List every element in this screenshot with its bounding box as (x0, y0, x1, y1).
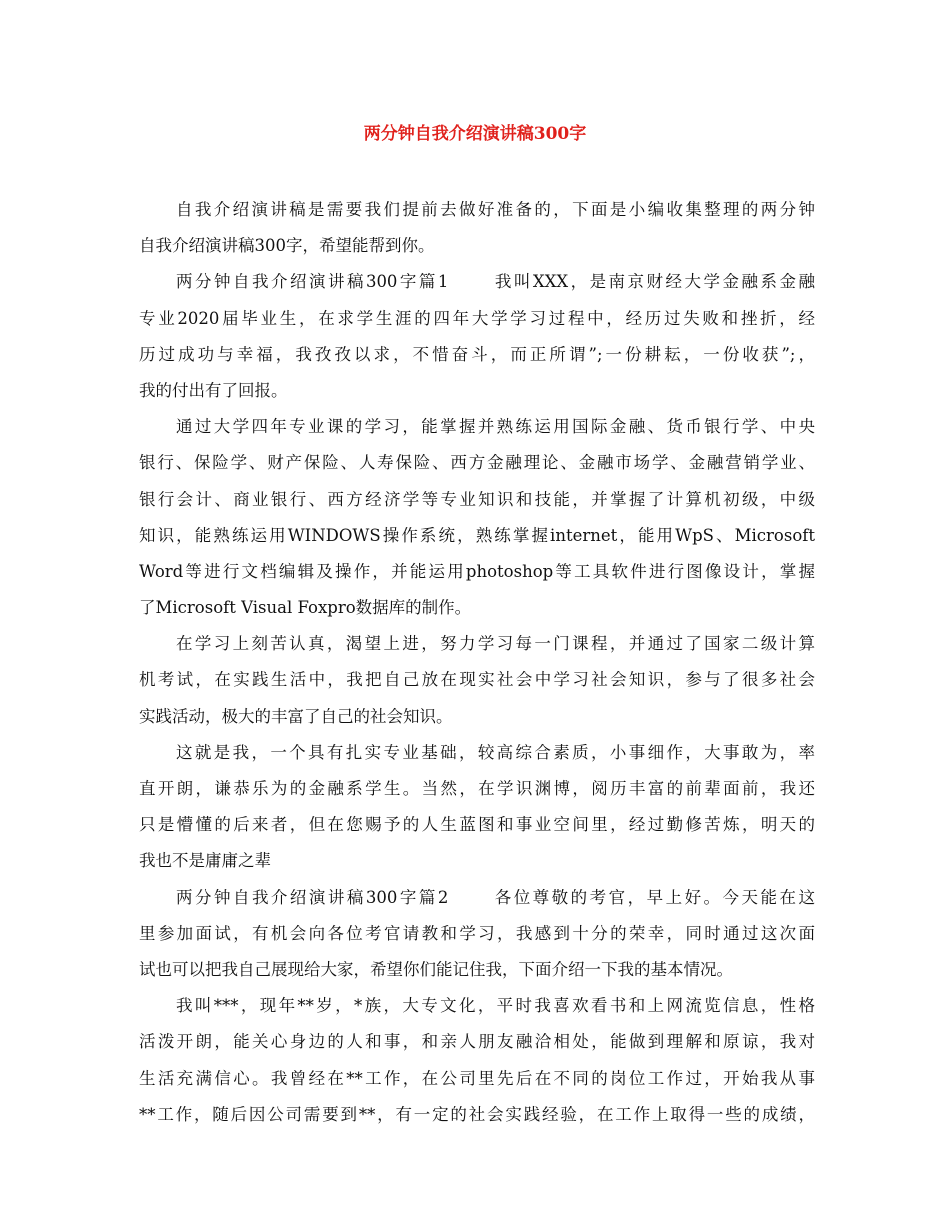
text-line: 知识，能熟练运用WINDOWS操作系统，熟练掌握internet，能用WpS、Microsoft (139, 525, 815, 545)
text-line: **工作，随后因公司需要到**，有一定的社会实践经验，在工作上取得一些的成绩， (139, 1104, 815, 1124)
text-line: 历过成功与幸福，我孜孜以求，不惜奋斗，而正所谓”;一份耕耘，一份收获”;， (139, 344, 815, 364)
text-line: 银行、保险学、财产保险、人寿保险、西方金融理论、金融市场学、金融营销学业、 (139, 453, 815, 473)
text-line: 机考试，在实践生活中，我把自己放在现实社会中学习社会知识，参与了很多社会 (139, 670, 815, 690)
text-line: 生活充满信心。我曾经在**工作，在公司里先后在不同的岗位工作过，开始我从事 (139, 1068, 815, 1088)
text-line: 只是懵懂的后来者，但在您赐予的人生蓝图和事业空间里，经过勤修苦炼，明天的 (139, 815, 815, 835)
text-line: 里参加面试，有机会向各位考官请教和学习，我感到十分的荣幸，同时通过这次面 (139, 923, 815, 943)
document-title: 两分钟自我介绍演讲稿300字 (363, 124, 587, 144)
text-line: 我的付出有了回报。 (139, 380, 288, 400)
text-line: 在学习上刻苦认真，渴望上进，努力学习每一门课程，并通过了国家二级计算 (176, 634, 815, 654)
text-line: 自我介绍演讲稿是需要我们提前去做好准备的，下面是小编收集整理的两分钟 (176, 200, 815, 219)
text-line: 活泼开朗，能关心身边的人和事，和亲人朋友融洽相处，能做到理解和原谅，我对 (139, 1032, 815, 1052)
text-line: 这就是我，一个具有扎实专业基础，较高综合素质，小事细作，大事敢为，率 (176, 742, 815, 762)
text-line: 专业2020届毕业生，在求学生涯的四年大学学习过程中，经历过失败和挫折，经 (139, 308, 815, 328)
text-line: 两分钟自我介绍演讲稿300字篇2 各位尊敬的考官，早上好。今天能在这 (176, 887, 815, 907)
text-line: Word等进行文档编辑及操作，并能运用photoshop等工具软件进行图像设计，掌握 (139, 561, 815, 581)
text-line: 银行会计、商业银行、西方经济学等专业知识和技能，并掌握了计算机初级，中级 (139, 489, 815, 509)
text-line: 两分钟自我介绍演讲稿300字篇1 我叫XXX，是南京财经大学金融系金融 (176, 272, 815, 292)
document-body (139, 192, 815, 1133)
text-line: 我叫***，现年**岁，*族，大专文化，平时我喜欢看书和上网流览信息，性格 (176, 996, 815, 1016)
text-line: 实践活动，极大的丰富了自己的社会知识。 (139, 706, 453, 726)
text-line: 试也可以把我自己展现给大家，希望你们能记住我，下面介绍一下我的基本情况。 (139, 959, 733, 979)
text-line: 直开朗，谦恭乐为的金融系学生。当然，在学识渊博，阅历丰富的前辈面前，我还 (139, 779, 815, 798)
text-line: 自我介绍演讲稿300字，希望能帮到你。 (139, 236, 435, 256)
text-line: 通过大学四年专业课的学习，能掌握并熟练运用国际金融、货币银行学、中央 (176, 417, 815, 437)
text-line: 了Microsoft Visual Foxpro数据库的制作。 (139, 598, 472, 618)
text-line: 我也不是庸庸之辈 (139, 851, 271, 871)
